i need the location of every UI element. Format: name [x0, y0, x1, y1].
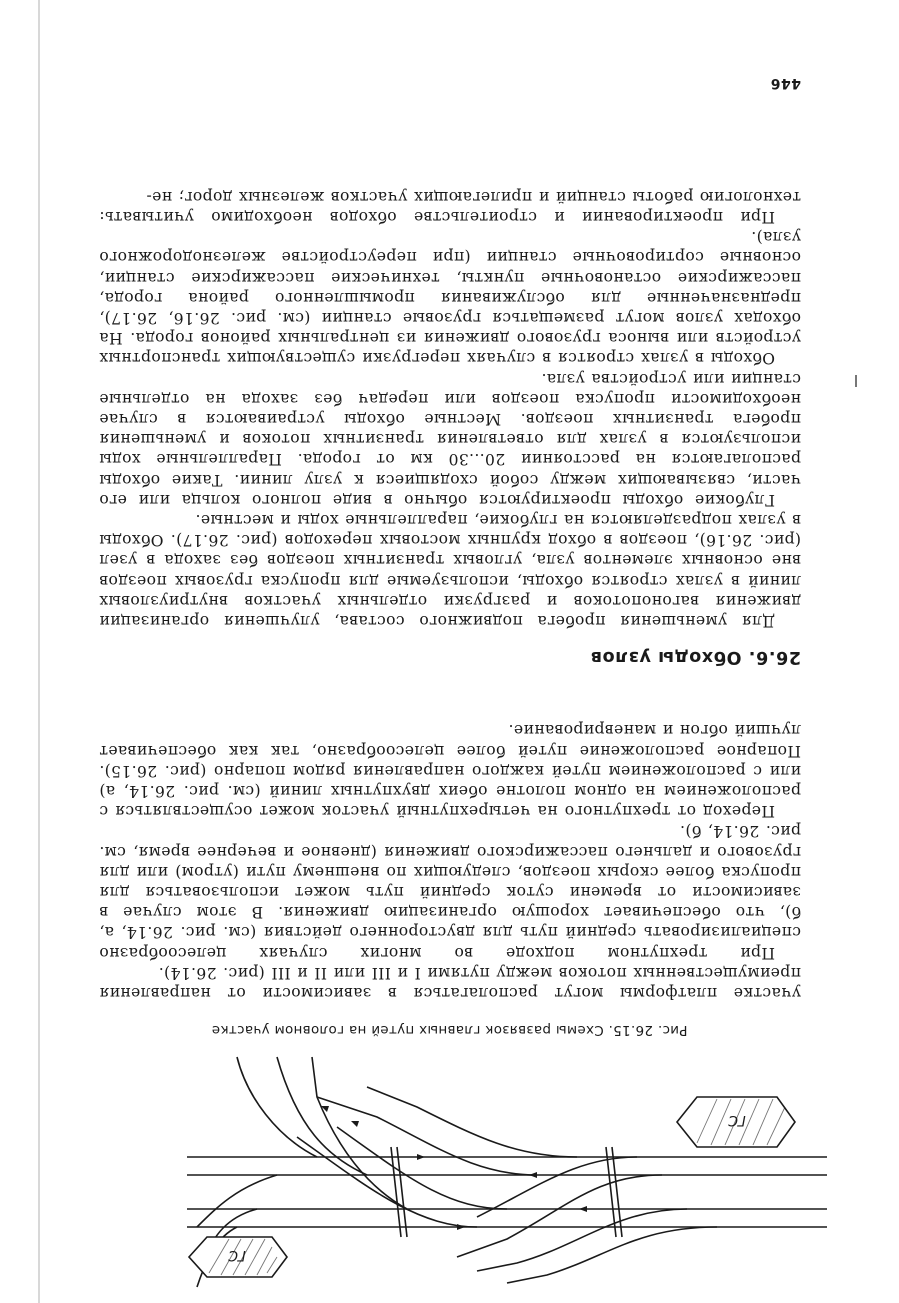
paragraph: Для уменьшения пробега подвижного состава, улучшения организации движения вагонопотоков и разгрузки отдельных участков внутриузловых линий в узлах строятся обходы, используемые для пропуска грузовых поездов вне основных элементов узла, угловых транзитных поездов без захода в узел (рис. 26.16), поездов в обход крупных мостовых переходов (рис. 26.17). Обходы в узлах подразделяются на глубокие, параллельные ходы и местные. [99, 510, 801, 630]
track-junction-diagram [177, 1042, 837, 1297]
section-heading: 26.6. Обходы узлов [590, 647, 801, 667]
figure-caption: Рис. 26.15. Схемы развязок главных путей на головном участке [211, 1022, 688, 1038]
paragraph: Переход от трехпутного на четырехпутный участок может осуществляться с расположением на одном полотне обеих двухпутных линий (см. рис. 26.14, а) или с расположением путей каждого направления рядом попарно (рис. 26.15). Попарное расположение путей более целесообразно, так как обеспечивает лучший обгон и маневрирование. [99, 721, 801, 821]
paragraph: Глубокие обходы проектируются обычно в виде полного кольца или его части, связывающих между собой сходящиеся к узлу линии. Такие обходы располагаются на расстоянии 20...30 км от города. Параллельные ходы используются в узлах для ответвления транзитных потоков и уменьшения пробега транзитных поездов. Местные обходы устраиваются в случае необходимости пропуска поездов или передач без захода на отдельные станции или устройства узла. [99, 369, 801, 509]
paragraph: участке платформы могут располагаться в зависимости от направления преимущественных потоков между путями I и III или II и III (рис. 26.14). [99, 963, 801, 1002]
paragraph: При трехпутном подходе во многих случаях целесообразно специализировать средний путь для двустороннего действия (см. рис. 26.14, а, б), что обеспечивает хорошую организацию движения. В этом случае в зависимости от времени суток средний путь может использоваться для пропуска более скорых поездов, следующих по внешнему пути (утром) или для грузового и дальнего пассажирского движения (дневное и вечернее время, см. рис. 26.14, б). [99, 822, 801, 962]
paragraph: Обходы в узлах строятся в случаях перегрузки существующих транспортных устройств или выноса грузового движения из центральных районов города. На обходах узлов могут размещаться грузовые станции (см. рис. 26.16, 26.17), предназначенные для обслуживания промышленного района города, пассажирские остановочные пункты, технические пассажирские станции, основные сортировочные станции (при переустройстве железнодорожного узла). [99, 228, 801, 368]
text-block-bottom [99, 187, 801, 631]
station-label-right: ГС [228, 1247, 246, 1263]
paragraph: При проектировании и строительстве обходов необходимо учитывать: технологию работы станций и прилегающих участков железных дорог; не- [99, 187, 801, 226]
station-label-left: ГС [728, 1112, 746, 1128]
text-block-top [99, 720, 801, 1003]
page-number: 446 [770, 75, 801, 91]
